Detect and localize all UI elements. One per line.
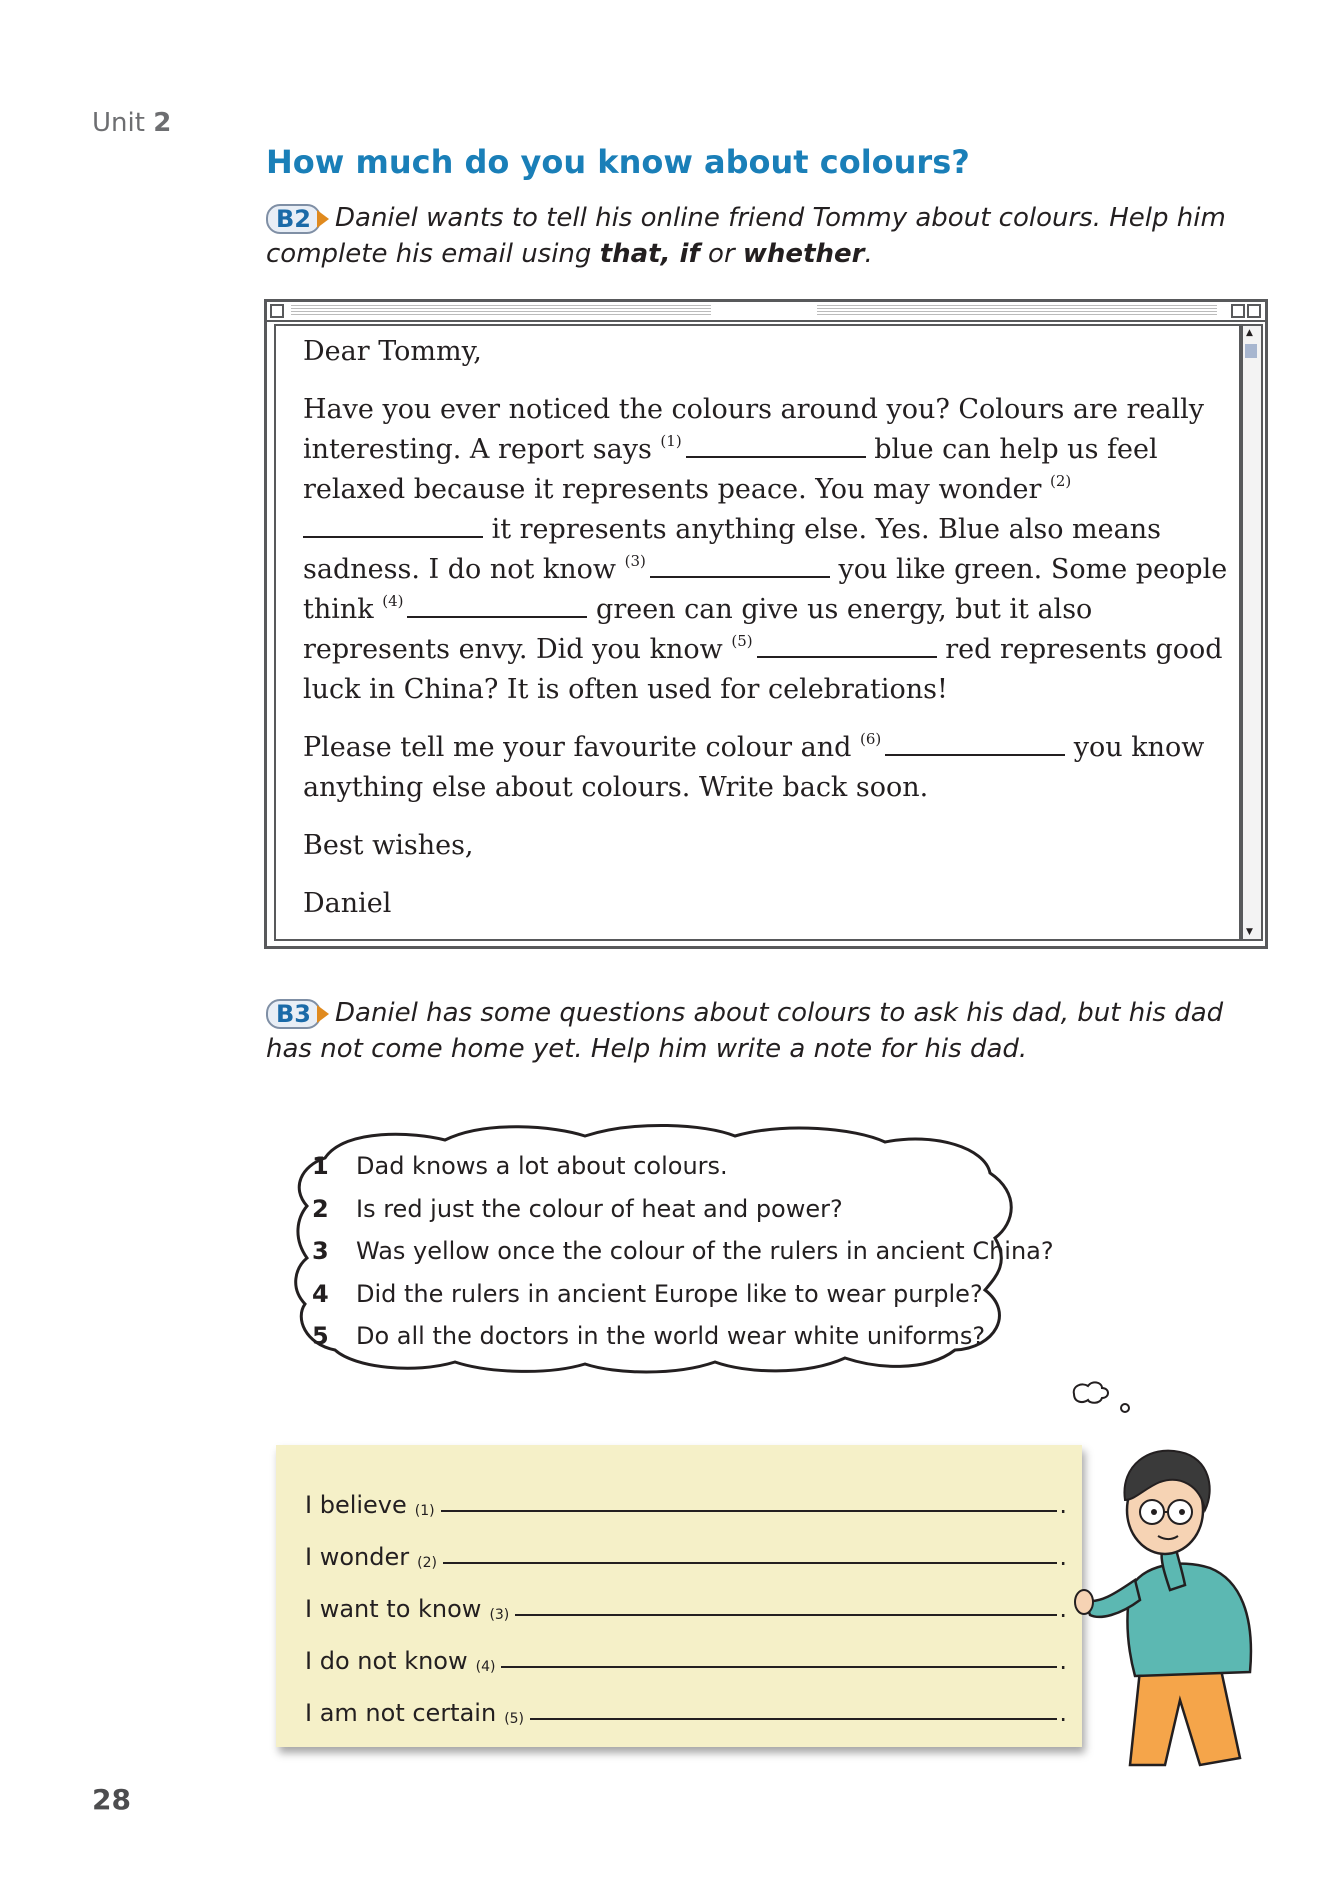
note-row: I do not know (4) .: [305, 1647, 1067, 1675]
note-blank-5[interactable]: [530, 1698, 1057, 1720]
page-title: How much do you know about colours?: [266, 143, 970, 181]
blank-1[interactable]: [686, 430, 866, 458]
b3-tag: B3: [266, 999, 321, 1029]
thought-dots-icon: [1068, 1378, 1138, 1414]
window-titlebar: [267, 302, 1265, 322]
email-paragraph-2: Please tell me your favourite colour and $^{(6)}$ you know anything else about colours. Write back soon.: [303, 730, 1205, 803]
list-item: 1 Dad knows a lot about colours.: [312, 1152, 728, 1181]
b3-instruction: B3 Daniel has some questions about colours to ask his dad, but his dad has not come home yet. Help him write a note for his dad.: [266, 998, 1224, 1064]
play-arrow-icon: [317, 1005, 329, 1023]
play-arrow-icon: [317, 210, 329, 228]
unit-label: Unit 2: [92, 108, 172, 138]
list-item: 2 Is red just the colour of heat and power?: [312, 1194, 843, 1223]
scroll-up-icon[interactable]: ▲: [1246, 328, 1253, 338]
note-row: I believe (1) .: [305, 1491, 1067, 1519]
blank-4[interactable]: [407, 590, 587, 618]
note-lines: [305, 1467, 1067, 1727]
list-item: 3 Was yellow once the colour of the rulers in ancient China?: [312, 1237, 1054, 1266]
email-text: [303, 332, 1233, 942]
email-signature: Daniel: [303, 888, 392, 919]
email-paragraph-1: Have you ever noticed the colours around you? Colours are really interesting. A report says $^{(1)}$ blue can help us feel relaxed because it represents peace. You may wonder $^{(2)}$ it represents anything else. Yes. Blue also means sadness. I do not know $^{(3)}$ you like green. Some people think $^{(4)}$ green can give us energy, but it also represents envy. Did you know $^{(5)}$ red represents good luck in China? It is often used for celebrations!: [303, 394, 1228, 705]
b2-instruction: B2 Daniel wants to tell his online friend Tommy about colours. Help him complete his email using that, if or whether.: [266, 203, 1226, 269]
note-blank-4[interactable]: [501, 1646, 1057, 1668]
note-row: I am not certain (5) .: [305, 1699, 1067, 1727]
note-row: I wonder (2) .: [305, 1543, 1067, 1571]
b2-tag: B2: [266, 204, 321, 234]
note-row: I want to know (3) .: [305, 1595, 1067, 1623]
note-blank-2[interactable]: [443, 1542, 1057, 1564]
email-greeting: Dear Tommy,: [303, 336, 482, 367]
vertical-scrollbar[interactable]: [1241, 324, 1263, 941]
collapse-box-icon[interactable]: [1247, 304, 1261, 318]
blank-2[interactable]: [303, 510, 483, 538]
scroll-thumb[interactable]: [1245, 344, 1257, 358]
daniel-illustration: [1070, 1440, 1290, 1770]
blank-3[interactable]: [650, 550, 830, 578]
question-list: [312, 1145, 1054, 1358]
zoom-box-icon[interactable]: [1231, 304, 1245, 318]
blank-6[interactable]: [885, 728, 1065, 756]
note-blank-3[interactable]: [515, 1594, 1057, 1616]
list-item: 4 Did the rulers in ancient Europe like to wear purple?: [312, 1279, 983, 1308]
close-box-icon[interactable]: [270, 304, 284, 318]
email-closing: Best wishes,: [303, 830, 474, 861]
note-blank-1[interactable]: [441, 1490, 1058, 1512]
blank-5[interactable]: [757, 630, 937, 658]
scroll-down-icon[interactable]: ▼: [1246, 927, 1253, 937]
list-item: 5 Do all the doctors in the world wear white uniforms?: [312, 1322, 986, 1351]
page-number: 28: [92, 1783, 131, 1816]
